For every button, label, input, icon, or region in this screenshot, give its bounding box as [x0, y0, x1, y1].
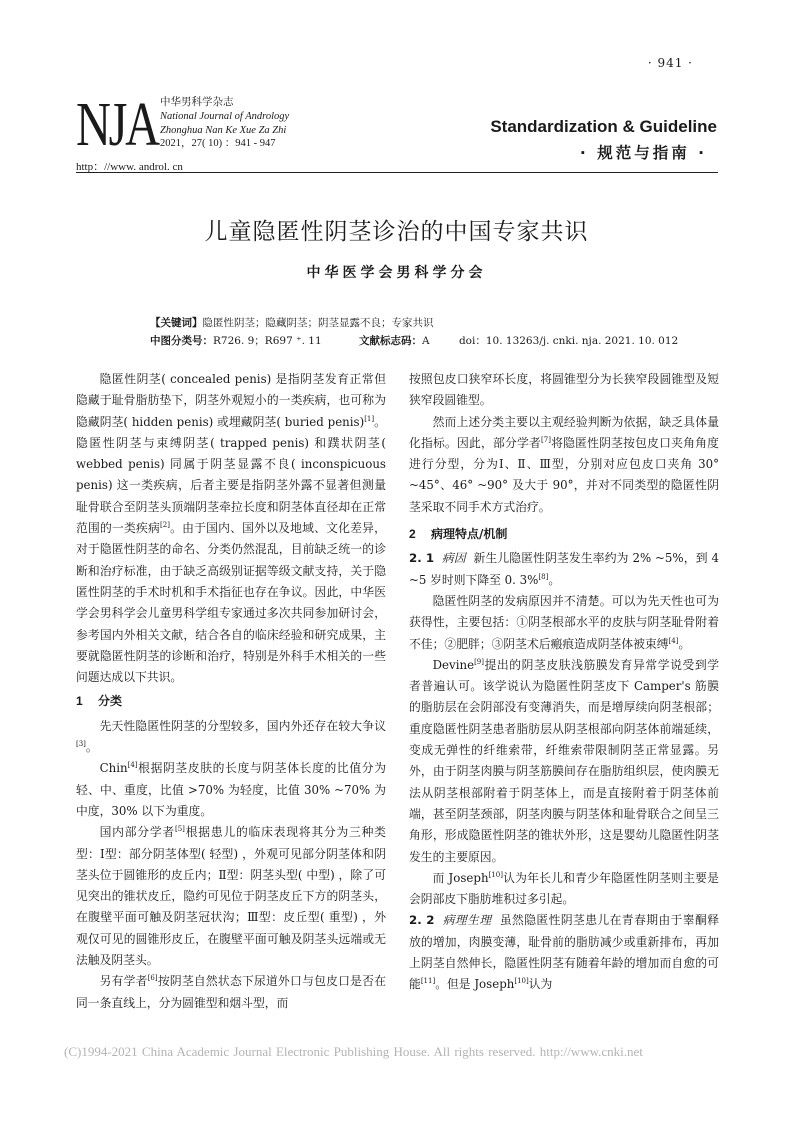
paragraph-continued: 按照包皮口狭窄环长度，将圆锥型分为长狭窄段圆锥型及短狭窄段圆锥型。	[409, 372, 719, 408]
intro-text-3: 。由于国内、国外以及地域、文化差异，对于隐匿性阴茎的命名、分类仍然混乱，目前缺乏统一的诊断和治疗标准，由于缺乏高级别证据等级文献支持，关于隐匿性阴茎的手术时机和手术指征也存在争议。因此，中华医学会男科学会儿童男科学组专家通过多次共同参加研讨会，参考国内外相关文献，结合各自的临床经验和研究成果，主要就隐匿性阴茎的诊断和治疗，特别是外科手术相关的一些问题达成以下共识。	[76, 521, 386, 685]
ref-3[interactable]: [3]	[76, 740, 86, 749]
section-title-en: Standardization & Guideline	[490, 117, 717, 136]
article-author: 中华医学会男科学分会	[306, 265, 487, 281]
clc-label: 中图分类号：	[150, 335, 213, 347]
heading-classification	[76, 691, 386, 712]
journal-issue: 2021，27( 10) ：941 - 947	[160, 138, 276, 150]
ref-4[interactable]: [4]	[127, 761, 138, 770]
text: 认为	[528, 977, 553, 992]
keywords-line	[150, 315, 434, 330]
ref-5[interactable]: [5]	[175, 825, 185, 834]
text: 根据阴茎皮肤的长度与阴茎体长度的比值分为轻、中、重度，比值 >70% 为轻度，比值 30% ~70% 为中度，30% 以下为重度。	[76, 761, 386, 818]
copyright-footer: (C)1994-2021 China Academic Journal Electronic Publishing House. All rights reserved. http://www.cnki.net	[64, 1044, 643, 1059]
ref-6[interactable]: [6]	[147, 974, 158, 983]
paragraph-joseph	[409, 868, 719, 911]
heading-text: 分类	[98, 694, 123, 709]
subheading-number: 2. 1	[409, 551, 435, 566]
text: 按阴茎自然状态下尿道外口与包皮口是否在同一条直线上，分为圆锥型和烟斗型，而	[76, 974, 386, 1010]
paragraph-pathophysiology	[409, 910, 719, 995]
text: Devine	[432, 657, 475, 672]
text: 。但是 Joseph	[435, 977, 515, 992]
text: 。	[548, 572, 561, 587]
subheading-number: 2. 2	[409, 913, 435, 928]
paragraph-devine	[409, 655, 719, 868]
paragraph-other-scholars	[76, 971, 386, 1014]
ref-4b[interactable]: [4]	[668, 636, 679, 645]
ref-9[interactable]: [9]	[474, 657, 484, 666]
paragraph-chin	[76, 758, 386, 822]
doi[interactable]: doi：10. 13263/j. cnki. nja. 2021. 10. 012	[458, 335, 679, 347]
journal-info	[160, 96, 289, 151]
doc-code-value: A	[422, 335, 430, 347]
subheading-title: 病理生理	[442, 913, 492, 928]
journal-name-zh: 中华男科学杂志	[160, 97, 234, 108]
text: 。	[678, 636, 691, 651]
paragraph-classification-1	[76, 716, 386, 759]
keywords: 隐匿性阴茎；隐藏阴茎；阴茎显露不良；专家共识	[202, 317, 434, 329]
paragraph-intro	[76, 369, 386, 688]
text: 新生儿隐匿性阴茎发生率约为 2% ~5%，到 4 ~5 岁时则下降至 0. 3%	[409, 551, 719, 587]
paragraph-angle-types	[409, 412, 719, 518]
heading-number: 2	[409, 527, 416, 542]
article-title: 儿童隐匿性阴茎诊治的中国专家共识	[204, 219, 589, 245]
text: 提出的阴茎皮肤浅筋膜发育异常学说受到学者普遍认可。该学说认为隐匿性阴茎皮下 Camper's 筋膜的脂肪层在会阴部没有变薄消失，而是增厚续向阴茎根部；重度隐匿性阴茎患者脂肪层从阴茎根部向阴茎体前端延续，变成无弹性的纤维索带，纤维索带限制阴茎正常显露。另外，由于阴茎肉膜与阴茎筋膜间存在脂肪组织层，使肉膜无法从阴茎根部附着于阴茎体上，而是直接附着于阴茎体前端，甚至阴茎颈部，阴茎肉膜与阴茎体和耻骨联合之间呈三角形，形成隐匿性阴茎的锥状外形，这是婴幼儿隐匿性阴茎发生的主要原因。	[409, 657, 719, 864]
keywords-label: 【关键词】	[150, 317, 203, 329]
text: 根据患儿的临床表现将其分为三种类型：Ⅰ型：部分阴茎体型( 轻型) ，外观可见部分阴茎体和阴茎头位于圆锥形的皮丘内；Ⅱ型：阴茎头型( 中型) ，除了可见突出的锥状皮丘，隐约可见位于阴茎皮丘下方的阴茎头，在腹壁平面可触及阴茎冠状沟；Ⅲ型：皮丘型( 重型) ，外观仅可见的圆锥形皮丘，在腹壁平面可触及阴茎头远端或无法触及阴茎头。	[76, 825, 386, 968]
section-title-zh: · 规范与指南 ·	[579, 144, 707, 162]
journal-url[interactable]: http：//www. androl. cn	[76, 161, 183, 173]
journal-name-en: National Journal of Andrology	[160, 110, 290, 122]
ref-7[interactable]: [7]	[541, 435, 551, 444]
right-column	[409, 369, 719, 996]
doc-code-label: 文献标志码：	[359, 335, 423, 347]
ref-10[interactable]: [10]	[488, 870, 503, 879]
text: 先天性隐匿性阴茎的分型较多，国内外还存在较大争议	[99, 718, 386, 733]
heading-pathology	[409, 524, 719, 545]
intro-text-2: 。隐匿性阴茎与束缚阴茎( trapped penis) 和蹼状阴茎( webbed penis) 同属于阴茎显露不良( inconspicuous penis) 这一类疾病，后者主要是指阴茎外露不显著但测量耻骨联合至阴茎头顶端阴茎牵拉长度和阴茎体直径却在正常范围的一类疾病	[76, 414, 386, 536]
ref-10b[interactable]: [10]	[514, 977, 529, 986]
ref-2[interactable]: [2]	[160, 521, 170, 530]
heading-text: 病理特点/机制	[431, 527, 508, 542]
text: 国内部分学者	[99, 825, 175, 840]
text: 虽然隐匿性阴茎患儿在青春期由于睾酮释放的增加，肉膜变薄，耻骨前的脂肪减少或重新排布，再加上阴茎自然伸长，隐匿性阴茎有随着年龄的增加而自愈的可能	[409, 913, 719, 992]
text: 认为年长儿和青少年隐匿性阴茎则主要是会阴部皮下脂肪堆积过多引起。	[409, 870, 719, 907]
ref-11[interactable]: [11]	[420, 977, 436, 986]
ref-1[interactable]: [1]	[364, 414, 375, 423]
classification-line	[150, 333, 678, 348]
text: Chin	[99, 761, 128, 776]
text: 。	[85, 740, 98, 755]
paragraph-causes	[409, 591, 719, 655]
heading-number: 1	[76, 694, 83, 709]
text: 隐匿性阴茎的发病原因并不清楚。可以为先天性也可为获得性，主要包括：①阴茎根部水平的皮肤与阴茎耻骨附着不佳；②肥胖；③阴茎术后瘢痕造成阴茎体被束缚	[409, 593, 719, 651]
text: 而 Joseph	[432, 870, 489, 885]
text: 另有学者	[99, 974, 148, 989]
subheading-title: 病因	[441, 551, 466, 566]
paragraph-etiology	[409, 548, 719, 591]
ref-8[interactable]: [8]	[538, 572, 549, 581]
paragraph-domestic-types	[76, 822, 386, 971]
journal-logo: NJA	[76, 91, 158, 159]
header-rule	[76, 172, 718, 173]
journal-name-pinyin: Zhonghua Nan Ke Xue Za Zhi	[160, 124, 287, 136]
intro-text-1: 隐匿性阴茎( concealed penis) 是指阴茎发育正常但隐藏于耻骨脂肪垫下，阴茎外观短小的一类疾病，也可称为隐藏阴茎( hidden penis) 或埋藏阴茎( buried penis)	[76, 372, 386, 429]
left-column	[76, 369, 386, 1014]
text: 然而上述分类主要以主观经验判断为依据，缺乏具体量化指标。因此，部分学者	[409, 414, 719, 450]
text: 将隐匿性阴茎按包皮口夹角角度进行分型，分为Ⅰ、Ⅱ、Ⅲ型，分别对应包皮口夹角 30° ~45°、46° ~90° 及大于 90°，并对不同类型的隐匿性阴茎采取不同手术方式治疗。	[409, 435, 719, 514]
clc-value: R726. 9；R697 ⁺. 11	[213, 335, 322, 347]
page-number: · 941 ·	[647, 56, 693, 70]
